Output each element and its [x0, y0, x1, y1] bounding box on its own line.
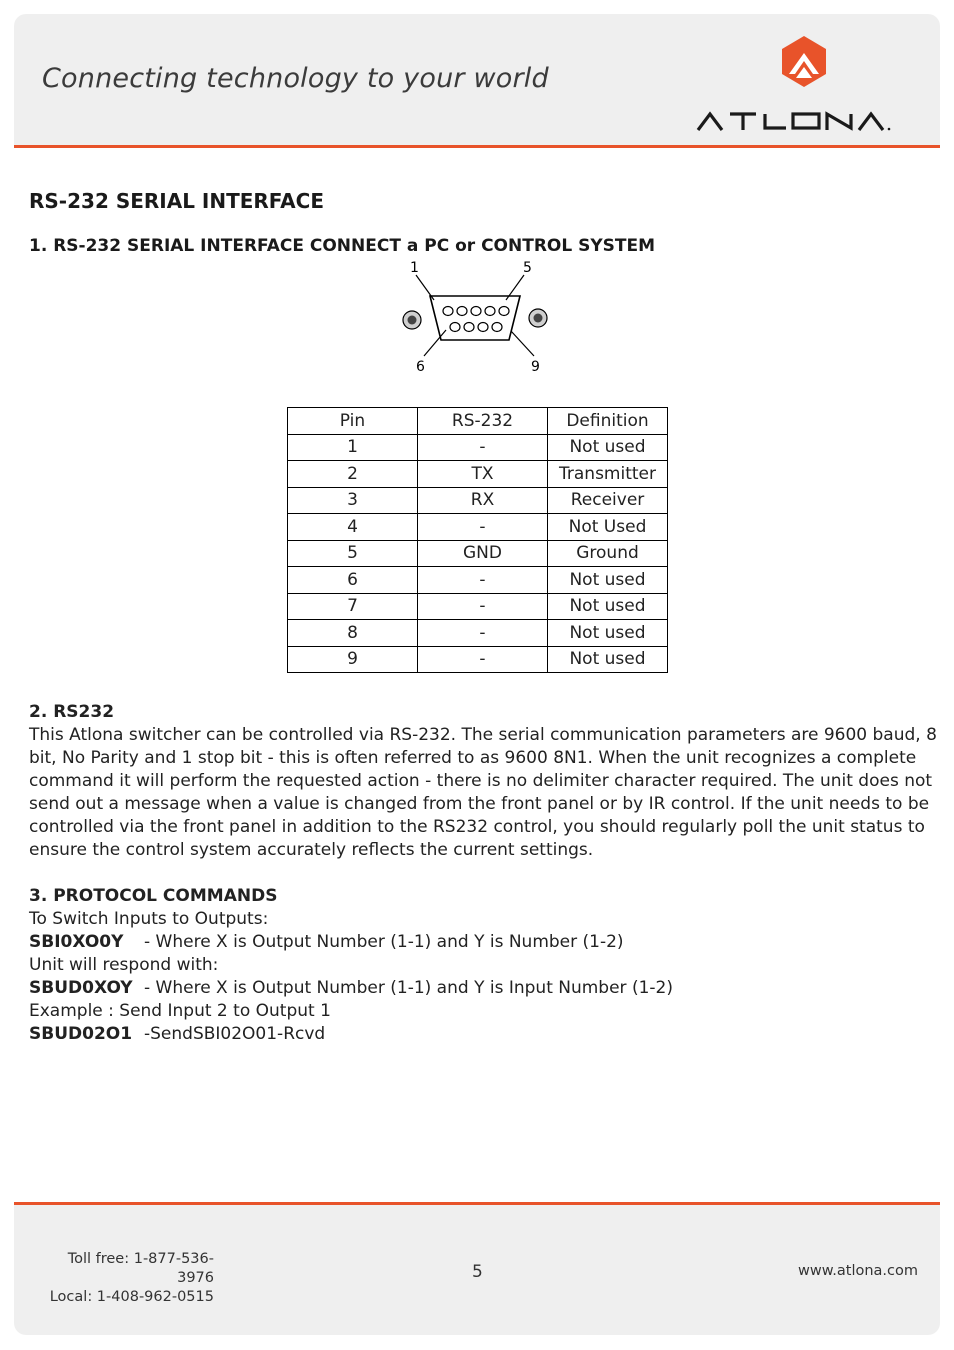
command-line — [29, 1023, 673, 1046]
paragraph-line: This Atlona switcher can be controlled via RS-232. The serial communication parameters are 9600 baud, 8 — [29, 725, 937, 745]
response-intro: Unit will respond with: — [29, 955, 219, 975]
paragraph-line: bit, No Parity and 1 stop bit - this is often referred to as 9600 8N1. When the unit recognizes a complete — [29, 748, 917, 768]
cell-signal: - — [418, 646, 548, 673]
header-pin: Pin — [288, 408, 418, 435]
table-row — [288, 620, 668, 647]
paragraph-line: ensure the control system accurately reflects the current settings. — [29, 840, 594, 860]
cell-signal: TX — [418, 461, 548, 488]
cell-signal: - — [418, 593, 548, 620]
header-divider — [14, 145, 940, 148]
cell-definition: Not used — [548, 646, 668, 673]
local-number: Local: 1-408-962-0515 — [49, 1289, 214, 1305]
table-row — [288, 593, 668, 620]
cell-definition: Not used — [548, 593, 668, 620]
cell-definition: Not used — [548, 434, 668, 461]
paragraph-line: command it will perform the requested action - there is no delimiter character required. The unit does not — [29, 771, 933, 791]
cell-definition: Ground — [548, 540, 668, 567]
pin-label-6: 6 — [416, 359, 425, 374]
cell-pin: 4 — [288, 514, 418, 541]
tagline: Connecting technology to your world — [42, 63, 549, 94]
command-description: -SendSBI02O01-Rcvd — [144, 1024, 326, 1044]
command-code: SBUD0XOY — [29, 978, 133, 998]
section-2 — [29, 701, 937, 862]
cell-signal: - — [418, 620, 548, 647]
cell-pin: 6 — [288, 567, 418, 594]
cell-signal: - — [418, 514, 548, 541]
table-header-row — [288, 408, 668, 435]
cell-signal: RX — [418, 487, 548, 514]
command-line — [29, 931, 673, 954]
cell-definition: Transmitter — [548, 461, 668, 488]
table-row — [288, 567, 668, 594]
pin-label-1: 1 — [410, 260, 419, 276]
cell-pin: 3 — [288, 487, 418, 514]
command-line — [29, 977, 673, 1000]
pin-label-9: 9 — [531, 359, 540, 374]
cell-definition: Not Used — [548, 514, 668, 541]
cell-definition: Not used — [548, 620, 668, 647]
example-text: Example : Send Input 2 to Output 1 — [29, 1001, 331, 1021]
cell-signal: - — [418, 434, 548, 461]
pin-label-5: 5 — [523, 260, 532, 276]
cell-pin: 2 — [288, 461, 418, 488]
section-1-heading: 1. RS-232 SERIAL INTERFACE CONNECT a PC or CONTROL SYSTEM — [29, 236, 656, 256]
cell-definition: Receiver — [548, 487, 668, 514]
command-code: SBI0XO0Y — [29, 932, 124, 952]
cell-signal: - — [418, 567, 548, 594]
page-title: RS-232 SERIAL INTERFACE — [29, 189, 324, 213]
table-row — [288, 646, 668, 673]
section-3-heading: 3. PROTOCOL COMMANDS — [29, 886, 278, 906]
cell-pin: 8 — [288, 620, 418, 647]
toll-free-number: Toll free: 1-877-536-3976 — [67, 1251, 214, 1286]
section-2-heading: 2. RS232 — [29, 702, 115, 722]
cell-definition: Not used — [548, 567, 668, 594]
paragraph-line: controlled via the front panel in addition to the RS232 control, you should regularly poll the unit status to — [29, 817, 925, 837]
atlona-logo — [694, 34, 914, 134]
table-row — [288, 434, 668, 461]
page-number: 5 — [472, 1262, 483, 1282]
db9-connector-diagram — [396, 256, 556, 374]
cell-pin: 1 — [288, 434, 418, 461]
table-row — [288, 487, 668, 514]
section-3 — [29, 885, 673, 1046]
cell-pin: 7 — [288, 593, 418, 620]
contact-info — [34, 1250, 214, 1307]
cell-pin: 5 — [288, 540, 418, 567]
command-description: - Where X is Output Number (1-1) and Y is Input Number (1-2) — [144, 978, 673, 998]
header-rs232: RS-232 — [418, 408, 548, 435]
table-row — [288, 514, 668, 541]
paragraph-line: send out a message when a value is changed from the front panel or by IR control. If the unit needs to be — [29, 794, 930, 814]
pin-definition-table — [287, 407, 668, 673]
table-row — [288, 540, 668, 567]
command-description: - Where X is Output Number (1-1) and Y is Number (1-2) — [144, 932, 624, 952]
cell-signal: GND — [418, 540, 548, 567]
header-definition: Definition — [548, 408, 668, 435]
protocol-intro: To Switch Inputs to Outputs: — [29, 909, 269, 929]
command-code: SBUD02O1 — [29, 1024, 133, 1044]
table-row — [288, 461, 668, 488]
cell-pin: 9 — [288, 646, 418, 673]
website-link[interactable]: www.atlona.com — [798, 1263, 918, 1279]
